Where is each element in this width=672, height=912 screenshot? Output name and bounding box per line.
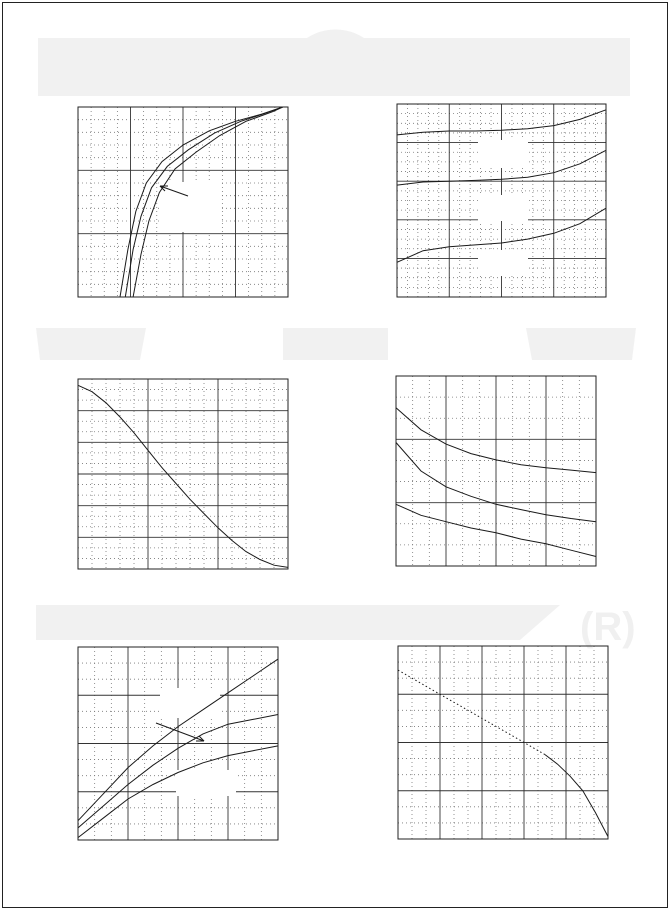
chart-2-label-mask (478, 195, 528, 221)
chart-5-label-mask (176, 770, 236, 796)
chart-5 (78, 647, 278, 840)
chart-2 (397, 104, 606, 297)
chart-6 (398, 646, 608, 839)
chart-2-label-mask (478, 140, 528, 168)
chart-3 (78, 379, 288, 569)
chart-1 (78, 107, 288, 297)
watermark-mark: (R) (580, 605, 636, 649)
chart-6-series-2-line (545, 755, 608, 837)
chart-3-series-1-line (78, 385, 288, 567)
chart-4 (396, 376, 596, 566)
chart-5-label-mask (160, 688, 220, 718)
chart-6-series-1-line (398, 670, 545, 755)
chart-2-label-mask (478, 250, 528, 276)
